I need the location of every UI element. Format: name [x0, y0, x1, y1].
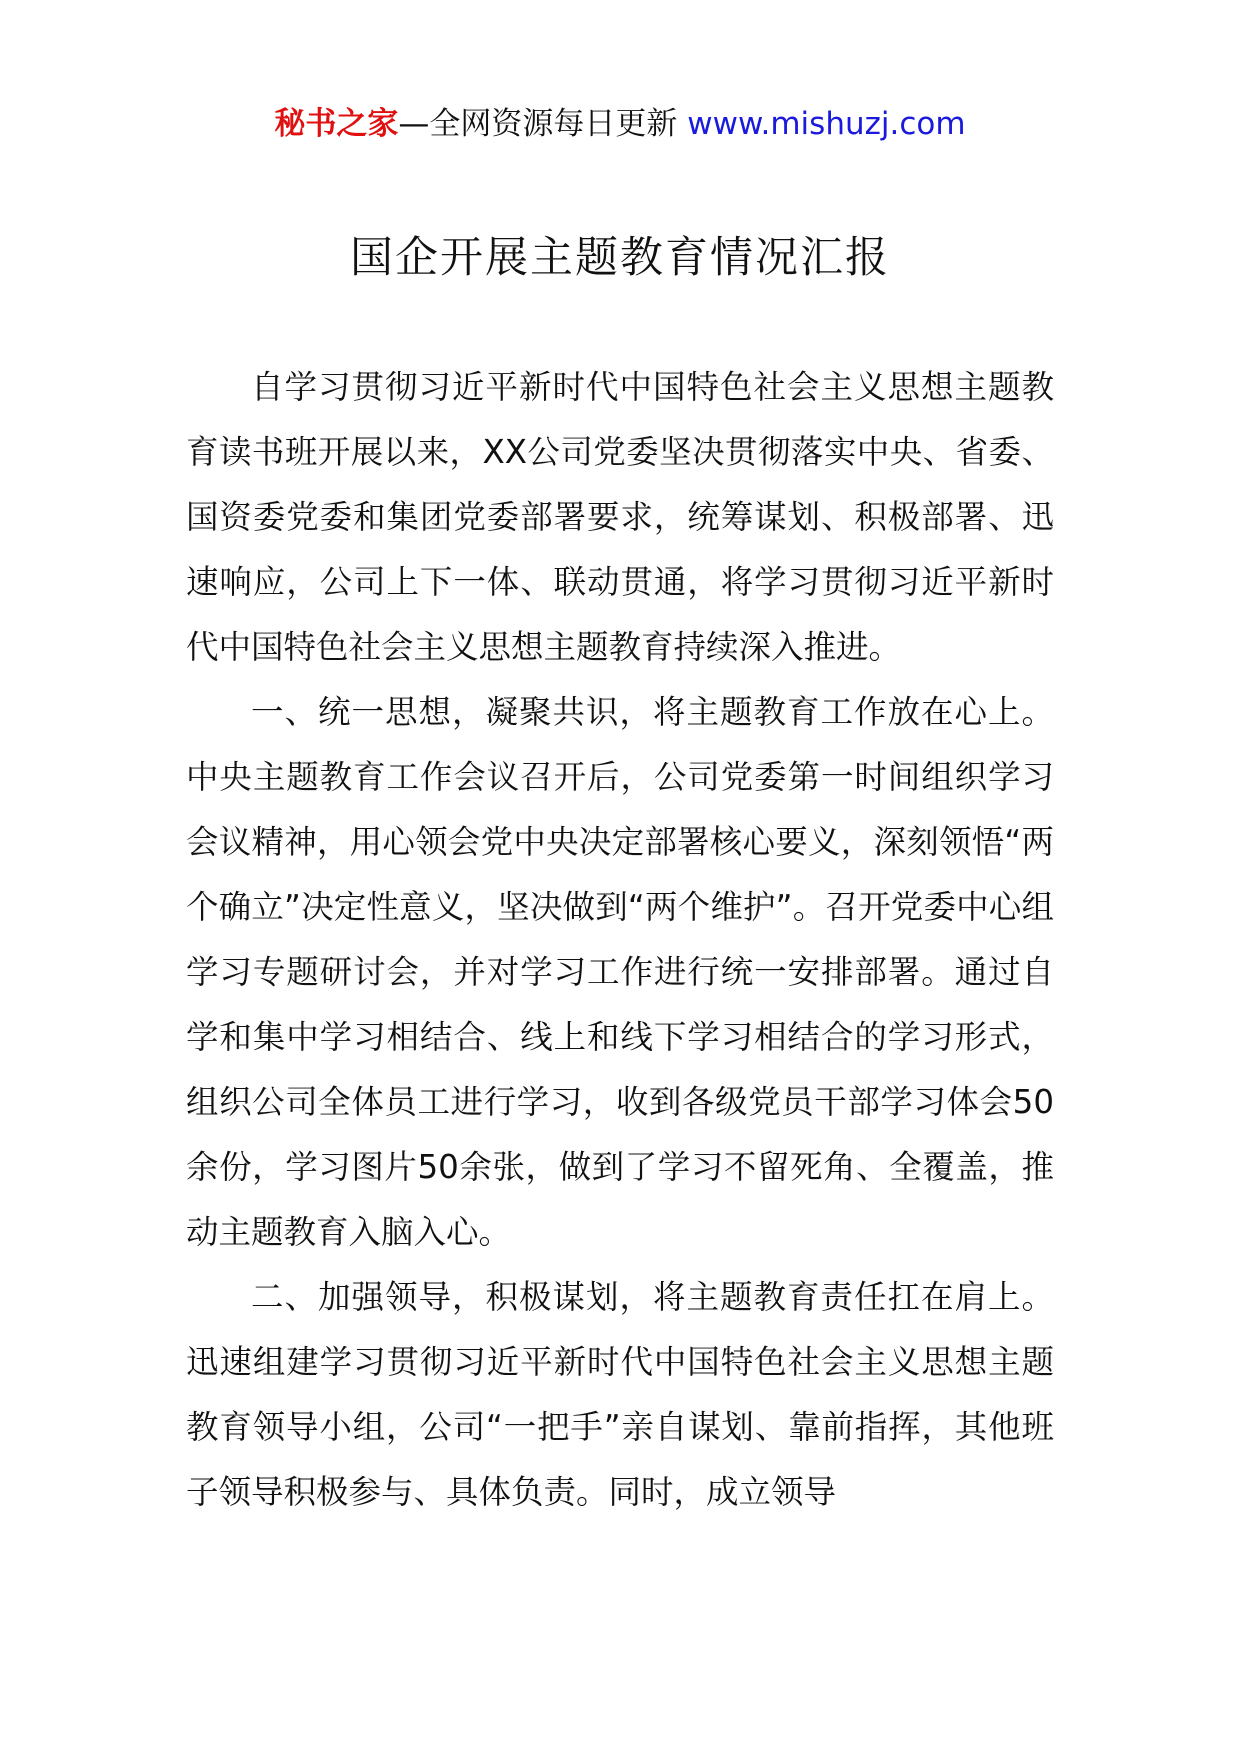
site-slogan: —全网资源每日更新: [398, 106, 678, 142]
document-title: 国企开展主题教育情况汇报: [350, 233, 890, 283]
site-brand: 秘书之家: [274, 106, 399, 142]
paragraph-intro: 自学习贯彻习近平新时代中国特色社会主义思想主题教育读书班开展以来，XX公司党委坚决贯彻落实中央、省委、国资委党委和集团党委部署要求，统筹谋划、积极部署、迅速响应，公司上下一体、联动贯通，将学习贯彻习近平新时代中国特色社会主义思想主题教育持续深入推进。: [186, 368, 1054, 666]
paragraph-section-two: 二、加强领导，积极谋划，将主题教育责任扛在肩上。迅速组建学习贯彻习近平新时代中国特色社会主义思想主题教育领导小组，公司“一把手”亲自谋划、靠前指挥，其他班子领导积极参与、具体负责。同时，成立领导: [186, 1278, 1054, 1511]
document-body: [186, 355, 1054, 1525]
paragraph-section-one: 一、统一思想，凝聚共识，将主题教育工作放在心上。中央主题教育工作会议召开后，公司党委第一时间组织学习会议精神，用心领会党中央决定部署核心要义，深刻领悟“两个确立”决定性意义，坚决做到“两个维护”。召开党委中心组学习专题研讨会，并对学习工作进行统一安排部署。通过自学和集中学习相结合、线上和线下学习相结合的学习形式，组织公司全体员工进行学习，收到各级党员干部学习体会50余份，学习图片50余张，做到了学习不留死角、全覆盖，推动主题教育入脑入心。: [186, 693, 1054, 1251]
site-header: [0, 100, 1240, 148]
site-url-link[interactable]: www.mishuzj.com: [687, 106, 966, 142]
